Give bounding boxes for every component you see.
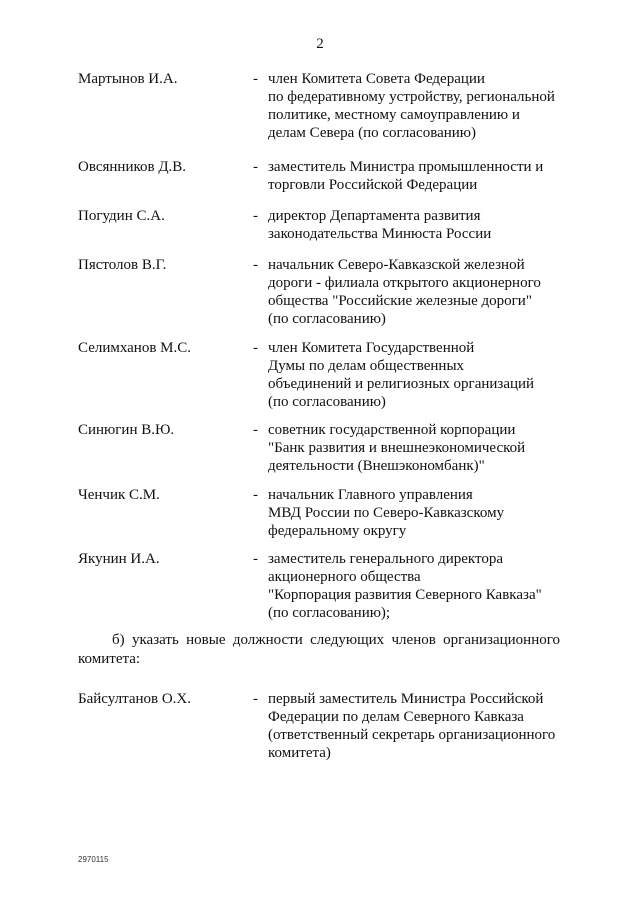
position-line: законодательства Минюста России [268, 226, 492, 242]
member-name: Якунин И.А. [78, 551, 160, 567]
position-line: общества "Российские железные дороги" [268, 293, 532, 309]
member-position [268, 158, 568, 194]
position-line: делам Севера (по согласованию) [268, 125, 477, 141]
position-line: МВД России по Северо-Кавказскому [268, 505, 505, 521]
position-line: политике, местному самоуправлению и [268, 107, 520, 123]
position-line: деятельности (Внешэкономбанк)" [268, 458, 485, 474]
position-line: Федерации по делам Северного Кавказа [268, 709, 524, 725]
member-dash: - [253, 159, 258, 175]
position-line: объединений и религиозных организаций [268, 376, 535, 392]
member-position [268, 486, 568, 540]
member-dash: - [253, 257, 258, 273]
member-dash: - [253, 691, 258, 707]
member-name: Погудин С.А. [78, 208, 165, 224]
position-line: (по согласованию) [268, 394, 386, 410]
position-line: член Комитета Совета Федерации [268, 71, 485, 87]
page-number: 2 [316, 36, 324, 52]
position-line: заместитель генерального директора [268, 551, 504, 567]
position-line: первый заместитель Министра Российской [268, 691, 544, 707]
paragraph-line: комитета: [78, 651, 141, 667]
member-position [268, 421, 568, 475]
member-dash: - [253, 487, 258, 503]
member-dash: - [253, 208, 258, 224]
paragraph-line: б) указать новые должности следующих членов организационного [112, 632, 560, 648]
member-name: Овсянников Д.В. [78, 159, 187, 175]
position-line: член Комитета Государственной [268, 340, 475, 356]
member-position [268, 690, 568, 762]
member-dash: - [253, 340, 258, 356]
position-line: советник государственной корпорации [268, 422, 516, 438]
position-line: начальник Главного управления [268, 487, 473, 503]
member-position [268, 339, 568, 411]
document-code: 2970115 [78, 855, 109, 864]
member-name: Ченчик С.М. [78, 487, 160, 503]
position-line: (ответственный секретарь организационного [268, 727, 556, 743]
member-name: Синюгин В.Ю. [78, 422, 175, 438]
member-name: Пястолов В.Г. [78, 257, 167, 273]
position-line: торговли Российской Федерации [268, 177, 478, 193]
member-name: Мартынов И.А. [78, 71, 178, 87]
member-dash: - [253, 551, 258, 567]
position-line: дороги - филиала открытого акционерного [268, 275, 541, 291]
position-line: акционерного общества [268, 569, 421, 585]
position-line: (по согласованию) [268, 311, 386, 327]
member-position [268, 256, 568, 328]
position-line: "Корпорация развития Северного Кавказа" [268, 587, 542, 603]
position-line: комитета) [268, 745, 331, 761]
section-b-paragraph [78, 631, 560, 669]
member-name: Селимханов М.С. [78, 340, 192, 356]
position-line: (по согласованию); [268, 605, 391, 621]
member-position [268, 207, 568, 243]
position-line: директор Департамента развития [268, 208, 481, 224]
member-position [268, 550, 568, 622]
position-line: "Банк развития и внешнеэкономической [268, 440, 526, 456]
position-line: федеральному округу [268, 523, 407, 539]
member-dash: - [253, 71, 258, 87]
position-line: по федеративному устройству, региональной [268, 89, 555, 105]
member-position [268, 70, 568, 142]
member-dash: - [253, 422, 258, 438]
position-line: заместитель Министра промышленности и [268, 159, 544, 175]
position-line: начальник Северо-Кавказской железной [268, 257, 525, 273]
member-name: Байсултанов О.Х. [78, 691, 192, 707]
position-line: Думы по делам общественных [268, 358, 465, 374]
